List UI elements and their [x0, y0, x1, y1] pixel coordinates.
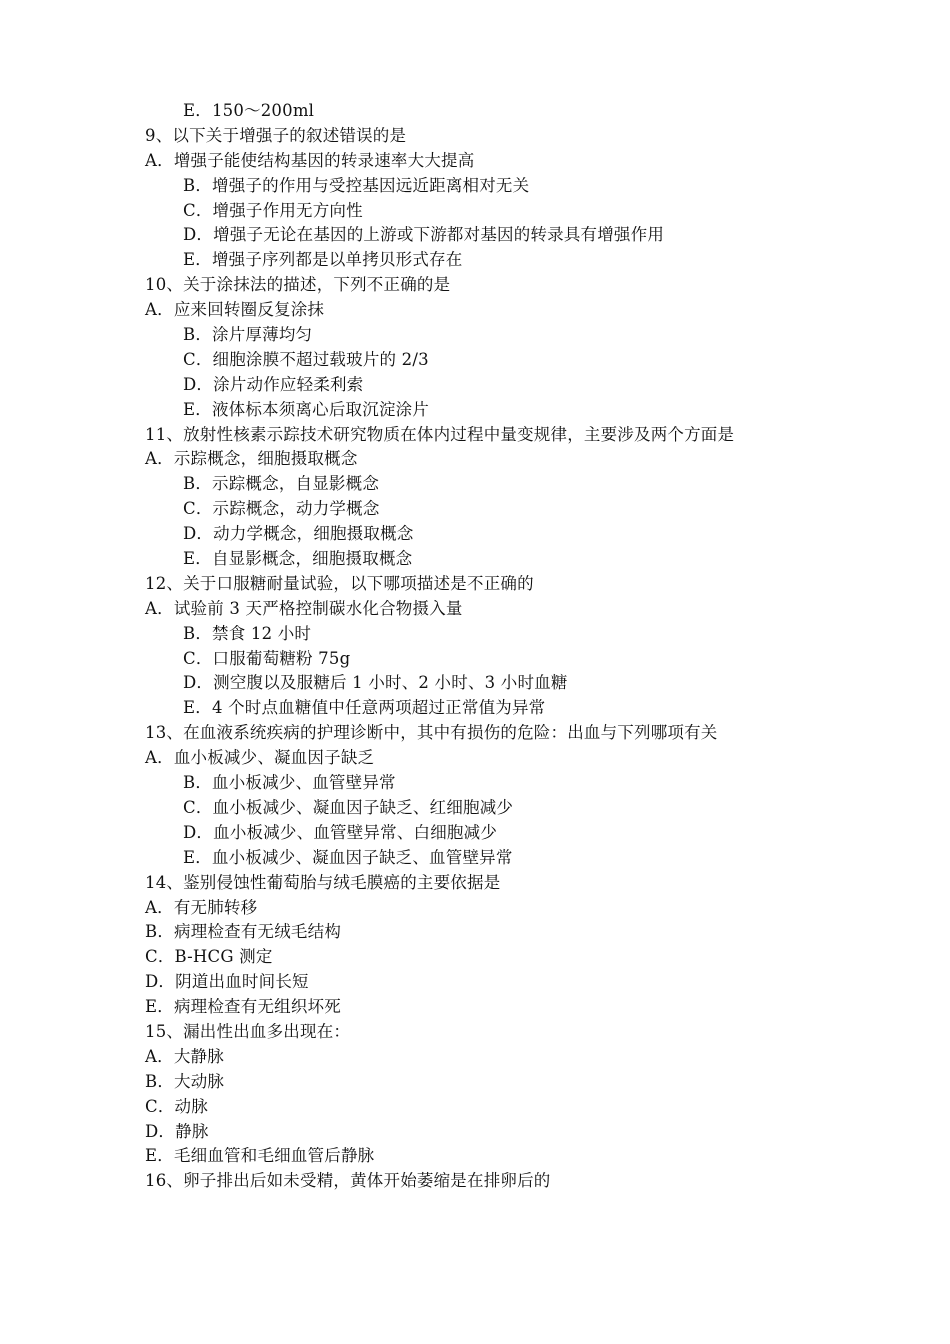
- question-stem: 14、鉴别侵蚀性葡萄胎与绒毛膜癌的主要依据是: [145, 872, 501, 892]
- question-stem: 11、放射性核素示踪技术研究物质在体内过程中量变规律，主要涉及两个方面是: [145, 424, 735, 444]
- question-stem: 12、关于口服糖耐量试验，以下哪项描述是不正确的: [145, 573, 534, 593]
- answer-option: E．病理检查有无组织坏死: [145, 997, 341, 1017]
- answer-option: E．增强子序列都是以单拷贝形式存在: [183, 250, 463, 270]
- answer-option: B．血小板减少、血管壁异常: [183, 773, 396, 793]
- answer-option: B．大动脉: [145, 1071, 225, 1091]
- answer-option: A．有无肺转移: [145, 897, 258, 917]
- answer-option: D．测空腹以及服糖后 1 小时、2 小时、3 小时血糖: [183, 673, 568, 693]
- answer-option: D．动力学概念，细胞摄取概念: [183, 524, 414, 544]
- answer-option: E．液体标本须离心后取沉淀涂片: [183, 399, 430, 419]
- question-list: [145, 99, 865, 1194]
- answer-option: D．阴道出血时间长短: [145, 972, 309, 992]
- question-stem: 16、卵子排出后如未受精，黄体开始萎缩是在排卵后的: [145, 1171, 551, 1191]
- answer-option: A．血小板减少、凝血因子缺乏: [145, 748, 375, 768]
- answer-option: D．增强子无论在基因的上游或下游都对基因的转录具有增强作用: [183, 225, 665, 245]
- answer-option: C．示踪概念，动力学概念: [183, 499, 380, 519]
- answer-option: C．B-HCG 测定: [145, 947, 273, 967]
- answer-option: A．增强子能使结构基因的转录速率大大提高: [145, 150, 475, 170]
- answer-option: E．150～200ml: [183, 101, 315, 120]
- answer-option: B．示踪概念，自显影概念: [183, 474, 380, 494]
- answer-option: B．涂片厚薄均匀: [183, 325, 313, 345]
- answer-option: B．增强子的作用与受控基因远近距离相对无关: [183, 175, 530, 195]
- answer-option: D．涂片动作应轻柔利索: [183, 374, 364, 394]
- answer-option: A．示踪概念，细胞摄取概念: [145, 449, 358, 469]
- question-stem: 10、关于涂抹法的描述，下列不正确的是: [145, 275, 451, 295]
- answer-option: E．毛细血管和毛细血管后静脉: [145, 1146, 375, 1166]
- answer-option: C．血小板减少、凝血因子缺乏、红细胞减少: [183, 797, 514, 817]
- answer-option: C．细胞涂膜不超过载玻片的 2/3: [183, 349, 429, 369]
- answer-option: C．口服葡萄糖粉 75g: [183, 648, 351, 668]
- answer-option: A．试验前 3 天严格控制碳水化合物摄入量: [145, 598, 463, 618]
- answer-option: C．动脉: [145, 1096, 208, 1116]
- answer-option: E．自显影概念，细胞摄取概念: [183, 549, 413, 569]
- answer-option: B．病理检查有无绒毛结构: [145, 922, 342, 942]
- question-stem: 15、漏出性出血多出现在：: [145, 1021, 351, 1041]
- answer-option: A．大静脉: [145, 1046, 224, 1066]
- answer-option: D．血小板减少、血管壁异常、白细胞减少: [183, 822, 498, 842]
- answer-option: E．4 个时点血糖值中任意两项超过正常值为异常: [183, 698, 546, 718]
- answer-option: D．静脉: [145, 1121, 209, 1141]
- answer-option: E．血小板减少、凝血因子缺乏、血管壁异常: [183, 847, 513, 867]
- answer-option: B．禁食 12 小时: [183, 623, 312, 643]
- answer-option: C．增强子作用无方向性: [183, 200, 363, 220]
- question-stem: 9、以下关于增强子的叙述错误的是: [145, 125, 407, 145]
- answer-option: A．应来回转圈反复涂抹: [145, 300, 325, 320]
- question-stem: 13、在血液系统疾病的护理诊断中，其中有损伤的危险：出血与下列哪项有关: [145, 723, 718, 743]
